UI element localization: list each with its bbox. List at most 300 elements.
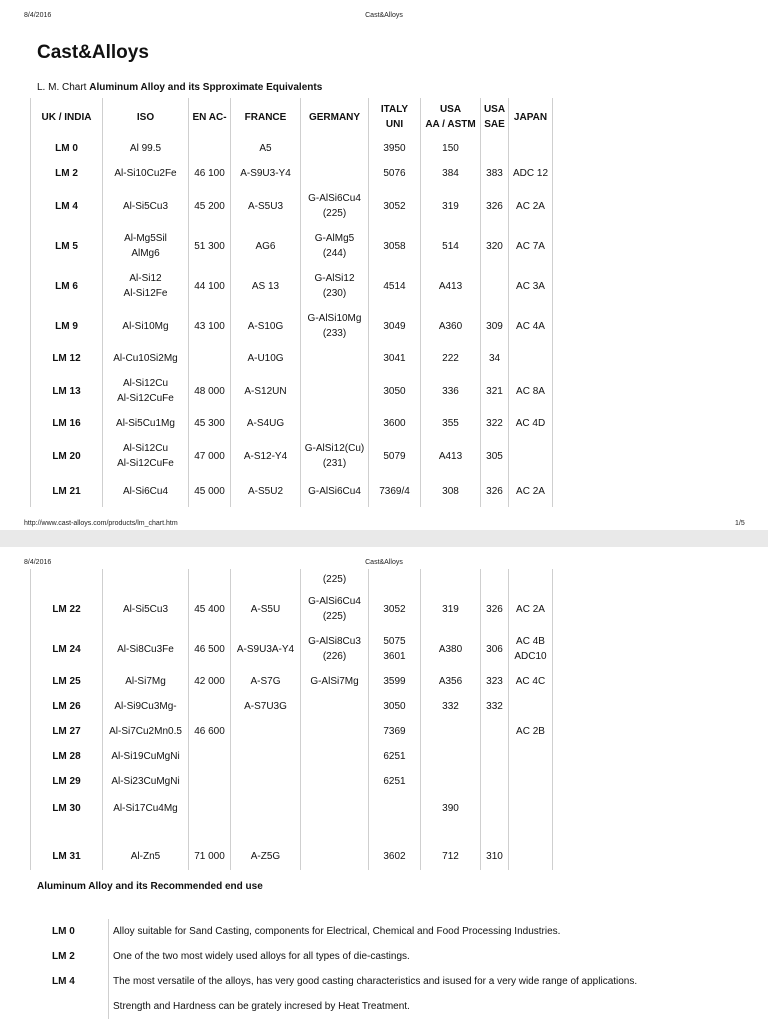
table-row — [31, 161, 553, 186]
cell-japan — [509, 744, 553, 769]
cell-france — [231, 569, 301, 589]
cell-iso-line: Al-Si5Cu3 — [122, 200, 169, 212]
cell-france: A-S9U3-Y4 — [231, 161, 301, 186]
cell-italy-uni — [369, 669, 421, 694]
cell-iso — [103, 629, 189, 669]
cell-usa-aa-astm: 308 — [421, 476, 481, 507]
cell-germany — [301, 161, 369, 186]
cell-iso-line: Al-Si17Cu4Mg — [113, 802, 178, 814]
cell-japan-line: AC 4C — [515, 676, 546, 687]
cell-japan — [509, 822, 553, 870]
cell-japan — [509, 136, 553, 161]
cell-japan-line: ADC10 — [514, 651, 547, 662]
cell-japan-line: ADC 12 — [512, 168, 548, 179]
cell-usa-sae: 321 — [481, 371, 509, 411]
cell-france: A-S12UN — [231, 371, 301, 411]
cell-en-ac: 51 300 — [189, 226, 231, 266]
cell-japan — [509, 569, 553, 589]
cell-france: A-S10G — [231, 306, 301, 346]
cell-germany — [301, 411, 369, 436]
cell-usa-sae — [481, 136, 509, 161]
cell-uk-india: LM 26 — [31, 694, 103, 719]
subtitle-prefix: L. M. Chart — [37, 82, 90, 93]
cell-iso — [103, 744, 189, 769]
cell-iso-line: Al-Si12Cu — [122, 378, 169, 389]
cell-germany — [301, 186, 369, 226]
cell-italy-uni — [369, 794, 421, 822]
footer-page-number: 1/5 — [735, 520, 745, 527]
cell-iso-line: Al-Si12Fe — [123, 288, 168, 299]
cell-germany-line: (225) — [322, 573, 347, 585]
cell-en-ac: 43 100 — [189, 306, 231, 346]
column-header-usa-aa-astm-line: AA / ASTM — [425, 119, 476, 130]
cell-japan-line: AC 4A — [516, 320, 545, 332]
cell-italy-uni — [369, 411, 421, 436]
cell-usa-sae: 326 — [481, 589, 509, 629]
cell-germany — [301, 744, 369, 769]
cell-france: AS 13 — [231, 266, 301, 306]
cell-japan — [509, 769, 553, 794]
cell-italy-uni — [369, 371, 421, 411]
column-header-usa-sae-line: USA — [483, 104, 506, 115]
cell-italy-uni-line: 6251 — [383, 751, 406, 762]
cell-germany — [301, 629, 369, 669]
cell-germany-line: G-AlSi12 — [314, 273, 355, 284]
cell-japan — [509, 794, 553, 822]
cell-japan — [509, 669, 553, 694]
cell-japan — [509, 476, 553, 507]
cell-italy-uni — [369, 822, 421, 870]
cell-italy-uni-line: 3049 — [383, 320, 406, 332]
cell-italy-uni — [369, 161, 421, 186]
end-use-row — [37, 919, 713, 944]
cell-usa-sae: 326 — [481, 186, 509, 226]
cell-en-ac: 47 000 — [189, 436, 231, 476]
cell-iso-line: Al-Si12CuFe — [117, 458, 174, 469]
cell-japan — [509, 306, 553, 346]
cell-germany-line: G-AlSi10Mg — [307, 313, 362, 324]
cell-germany-line: G-AlSi8Cu3 — [308, 636, 361, 647]
cell-italy-uni — [369, 744, 421, 769]
column-header-iso-line: ISO — [136, 111, 155, 123]
cell-italy-uni — [369, 436, 421, 476]
cell-germany-line: (225) — [322, 208, 347, 219]
cell-italy-uni-line: 7369/4 — [379, 486, 410, 497]
cell-japan-line: AC 2A — [516, 486, 545, 497]
cell-germany-line: G-AlSi12(Cu) — [304, 443, 365, 454]
cell-italy-uni — [369, 346, 421, 371]
table-row — [31, 436, 553, 476]
cell-uk-india: LM 27 — [31, 719, 103, 744]
column-header-uk-india-line: UK / INDIA — [41, 111, 92, 123]
end-use-alloy: LM 0 — [52, 926, 75, 937]
cell-germany-line: (233) — [322, 328, 347, 339]
cell-usa-sae: 310 — [481, 822, 509, 870]
cell-japan — [509, 436, 553, 476]
cell-japan-line: AC 4B — [516, 636, 545, 647]
cell-iso — [103, 719, 189, 744]
cell-usa-sae — [481, 794, 509, 822]
cell-france — [231, 769, 301, 794]
end-use-description: One of the two most widely used alloys for all types of die-castings. — [109, 944, 714, 969]
cell-germany — [301, 266, 369, 306]
cell-iso-line: Al-Si7Cu2Mn0.5 — [109, 726, 182, 737]
cell-italy-uni — [369, 186, 421, 226]
cell-uk-india: LM 5 — [31, 226, 103, 266]
cell-italy-uni — [369, 569, 421, 589]
column-header-usa-sae — [481, 98, 509, 136]
cell-usa-aa-astm: 319 — [421, 589, 481, 629]
cell-france: A5 — [231, 136, 301, 161]
cell-france: A-S7U3G — [231, 694, 301, 719]
cell-iso-line: AlMg6 — [131, 248, 160, 259]
table-row — [31, 306, 553, 346]
cell-usa-aa-astm: 332 — [421, 694, 481, 719]
cell-japan — [509, 371, 553, 411]
cell-usa-aa-astm: 222 — [421, 346, 481, 371]
cell-uk-india: LM 4 — [31, 186, 103, 226]
cell-en-ac: 71 000 — [189, 822, 231, 870]
cell-italy-uni — [369, 694, 421, 719]
column-header-uk-india — [31, 98, 103, 136]
end-use-alloy: LM 2 — [52, 951, 75, 962]
column-header-france-line: FRANCE — [244, 111, 287, 123]
chart-subtitle — [37, 82, 322, 93]
cell-iso — [103, 346, 189, 371]
cell-iso — [103, 226, 189, 266]
end-use-description: Strength and Hardness can be grately incresed by Heat Treatment. — [109, 994, 714, 1019]
cell-italy-uni — [369, 266, 421, 306]
cell-italy-uni — [369, 719, 421, 744]
cell-usa-aa-astm — [421, 769, 481, 794]
cell-germany-line: G-AlSi6Cu4 — [308, 596, 361, 607]
cell-iso-line: Al-Si7Mg — [125, 676, 166, 687]
cell-en-ac: 45 400 — [189, 589, 231, 629]
cell-italy-uni-line: 5076 — [383, 168, 406, 179]
cell-iso — [103, 769, 189, 794]
cell-italy-uni-line: 3050 — [383, 701, 406, 712]
cell-italy-uni — [369, 306, 421, 346]
column-header-france — [231, 98, 301, 136]
table-header-row — [31, 98, 553, 136]
cell-en-ac: 45 300 — [189, 411, 231, 436]
cell-usa-aa-astm: A356 — [421, 669, 481, 694]
document-page-2 — [0, 547, 768, 1024]
cell-usa-sae: 332 — [481, 694, 509, 719]
cell-iso-line: Al-Si5Cu1Mg — [116, 418, 175, 429]
cell-italy-uni — [369, 629, 421, 669]
cell-japan — [509, 694, 553, 719]
cell-germany — [301, 719, 369, 744]
cell-germany-line: G-AlSi7Mg — [310, 676, 359, 687]
column-header-japan — [509, 98, 553, 136]
cell-japan — [509, 629, 553, 669]
column-header-japan-line: JAPAN — [513, 111, 548, 123]
table-row — [31, 371, 553, 411]
cell-italy-uni — [369, 589, 421, 629]
cell-germany-line: G-AlMg5 — [314, 233, 355, 244]
table-row — [31, 694, 553, 719]
print-header-title: Cast&Alloys — [365, 559, 403, 566]
table-row — [31, 769, 553, 794]
cell-usa-aa-astm: 390 — [421, 794, 481, 822]
cell-en-ac — [189, 694, 231, 719]
cell-uk-india: LM 22 — [31, 589, 103, 629]
cell-france: A-U10G — [231, 346, 301, 371]
cell-usa-sae: 34 — [481, 346, 509, 371]
footer-url[interactable]: http://www.cast-alloys.com/products/lm_chart.htm — [24, 520, 178, 527]
end-use-section-title: Aluminum Alloy and its Recommended end use — [37, 881, 263, 892]
cell-iso — [103, 436, 189, 476]
cell-en-ac: 44 100 — [189, 266, 231, 306]
end-use-table — [37, 919, 713, 1019]
cell-japan — [509, 266, 553, 306]
end-use-row — [37, 994, 713, 1019]
table-row — [31, 346, 553, 371]
cell-en-ac: 46 600 — [189, 719, 231, 744]
cell-france: A-S5U3 — [231, 186, 301, 226]
cell-usa-aa-astm: 355 — [421, 411, 481, 436]
column-header-italy-uni — [369, 98, 421, 136]
cell-uk-india: LM 29 — [31, 769, 103, 794]
table-row — [31, 822, 553, 870]
cell-iso — [103, 306, 189, 346]
cell-germany-line: (226) — [322, 651, 347, 662]
cell-usa-aa-astm: 712 — [421, 822, 481, 870]
cell-france: A-S5U — [231, 589, 301, 629]
cell-japan-line: AC 4D — [515, 418, 546, 429]
cell-germany — [301, 436, 369, 476]
cell-en-ac: 45 000 — [189, 476, 231, 507]
cell-usa-sae: 326 — [481, 476, 509, 507]
end-use-row — [37, 944, 713, 969]
table-row — [31, 629, 553, 669]
table-row — [31, 476, 553, 507]
cell-italy-uni-line: 6251 — [383, 776, 406, 787]
cell-france — [231, 794, 301, 822]
cell-en-ac — [189, 794, 231, 822]
cell-usa-sae — [481, 569, 509, 589]
equivalents-table — [30, 98, 553, 507]
cell-france: A-S7G — [231, 669, 301, 694]
cell-iso — [103, 411, 189, 436]
print-date: 8/4/2016 — [24, 12, 52, 19]
print-header-title: Cast&Alloys — [365, 12, 403, 19]
cell-italy-uni-line: 3950 — [383, 143, 406, 154]
cell-germany — [301, 822, 369, 870]
cell-japan — [509, 226, 553, 266]
end-use-alloy — [37, 994, 109, 1019]
column-header-germany — [301, 98, 369, 136]
cell-japan — [509, 161, 553, 186]
cell-japan — [509, 411, 553, 436]
cell-italy-uni — [369, 136, 421, 161]
cell-iso — [103, 266, 189, 306]
cell-iso — [103, 161, 189, 186]
cell-italy-uni-line: 5075 — [383, 636, 406, 647]
cell-japan — [509, 719, 553, 744]
cell-japan-line: AC 2A — [516, 200, 545, 212]
cell-uk-india: LM 2 — [31, 161, 103, 186]
cell-italy-uni-line: 4514 — [383, 280, 406, 292]
cell-italy-uni-line: 7369 — [383, 726, 406, 737]
cell-uk-india: LM 21 — [31, 476, 103, 507]
cell-en-ac — [189, 569, 231, 589]
cell-italy-uni-line: 5079 — [383, 450, 406, 462]
cell-uk-india: LM 30 — [31, 794, 103, 822]
cell-uk-india: LM 28 — [31, 744, 103, 769]
cell-uk-india: LM 0 — [31, 136, 103, 161]
cell-usa-sae: 309 — [481, 306, 509, 346]
cell-en-ac: 46 100 — [189, 161, 231, 186]
cell-en-ac: 45 200 — [189, 186, 231, 226]
cell-iso-line: Al 99.5 — [129, 143, 162, 154]
cell-italy-uni-line: 3601 — [383, 651, 406, 662]
cell-germany — [301, 669, 369, 694]
cell-iso — [103, 694, 189, 719]
cell-en-ac: 48 000 — [189, 371, 231, 411]
cell-iso-line: Al-Mg5Sil — [124, 233, 167, 244]
cell-france: A-S4UG — [231, 411, 301, 436]
cell-japan-line: AC 3A — [516, 280, 545, 292]
cell-uk-india: LM 31 — [31, 822, 103, 870]
cell-en-ac — [189, 769, 231, 794]
print-date: 8/4/2016 — [24, 559, 52, 566]
cell-france — [231, 719, 301, 744]
cell-italy-uni — [369, 769, 421, 794]
cell-en-ac — [189, 744, 231, 769]
cell-germany — [301, 306, 369, 346]
cell-usa-sae — [481, 744, 509, 769]
cell-uk-india: LM 9 — [31, 306, 103, 346]
cell-italy-uni-line: 3052 — [383, 603, 406, 615]
cell-usa-sae: 323 — [481, 669, 509, 694]
cell-france: AG6 — [231, 226, 301, 266]
cell-usa-aa-astm: 384 — [421, 161, 481, 186]
cell-germany — [301, 371, 369, 411]
cell-germany — [301, 476, 369, 507]
cell-usa-sae — [481, 266, 509, 306]
column-header-usa-sae-line: SAE — [484, 119, 505, 130]
cell-usa-aa-astm — [421, 569, 481, 589]
cell-uk-india — [31, 569, 103, 589]
cell-italy-uni-line: 3050 — [383, 385, 406, 397]
table-row — [31, 669, 553, 694]
end-use-alloy: LM 4 — [52, 976, 75, 987]
cell-germany-line: (230) — [322, 288, 347, 299]
table-row — [31, 794, 553, 822]
cell-iso — [103, 794, 189, 822]
cell-iso-line: Al-Si10Mg — [122, 320, 169, 332]
cell-italy-uni-line: 3041 — [383, 353, 406, 364]
cell-usa-sae: 320 — [481, 226, 509, 266]
cell-iso-line: Al-Si12 — [129, 273, 162, 284]
cell-iso — [103, 569, 189, 589]
cell-uk-india: LM 12 — [31, 346, 103, 371]
cell-uk-india: LM 20 — [31, 436, 103, 476]
cell-iso-line: Al-Si10Cu2Fe — [114, 168, 177, 179]
cell-usa-aa-astm: A413 — [421, 436, 481, 476]
cell-germany — [301, 694, 369, 719]
cell-usa-aa-astm: 150 — [421, 136, 481, 161]
cell-france: A-S9U3A-Y4 — [231, 629, 301, 669]
cell-japan — [509, 589, 553, 629]
cell-usa-aa-astm — [421, 719, 481, 744]
cell-germany — [301, 226, 369, 266]
cell-iso-line: Al-Si23CuMgNi — [111, 776, 180, 787]
cell-italy-uni — [369, 476, 421, 507]
table-row — [31, 589, 553, 629]
cell-france: A-Z5G — [231, 822, 301, 870]
cell-usa-sae — [481, 769, 509, 794]
cell-france — [231, 744, 301, 769]
end-use-description: The most versatile of the alloys, has very good casting characteristics and isused for a very wide range of applications. — [109, 969, 714, 994]
cell-iso-line: Al-Si8Cu3Fe — [117, 643, 174, 655]
cell-iso-line: Al-Si5Cu3 — [122, 603, 169, 615]
cell-iso — [103, 371, 189, 411]
cell-iso-line: Al-Si19CuMgNi — [111, 751, 180, 762]
cell-france: A-S12-Y4 — [231, 436, 301, 476]
cell-germany — [301, 136, 369, 161]
cell-usa-sae: 383 — [481, 161, 509, 186]
cell-en-ac — [189, 136, 231, 161]
cell-iso — [103, 476, 189, 507]
column-header-germany-line: GERMANY — [308, 111, 361, 123]
cell-usa-aa-astm — [421, 744, 481, 769]
cell-usa-sae — [481, 719, 509, 744]
cell-iso — [103, 589, 189, 629]
column-header-en-ac-line: EN AC- — [192, 111, 227, 123]
cell-iso — [103, 822, 189, 870]
cell-en-ac: 42 000 — [189, 669, 231, 694]
cell-france: A-S5U2 — [231, 476, 301, 507]
column-header-usa-aa-astm — [421, 98, 481, 136]
cell-iso — [103, 186, 189, 226]
cell-iso-line: Al-Si12Cu — [122, 443, 169, 454]
cell-italy-uni-line: 3052 — [383, 200, 406, 212]
cell-italy-uni-line: 3599 — [383, 676, 406, 687]
cell-italy-uni-line: 3602 — [383, 851, 406, 862]
cell-usa-aa-astm: A413 — [421, 266, 481, 306]
cell-germany — [301, 569, 369, 589]
cell-iso-line: Al-Zn5 — [130, 851, 161, 862]
table-row — [31, 719, 553, 744]
page-title: Cast&Alloys — [37, 42, 149, 63]
cell-iso-line: Al-Si6Cu4 — [122, 486, 169, 497]
column-header-usa-aa-astm-line: USA — [439, 104, 462, 115]
cell-usa-sae: 305 — [481, 436, 509, 476]
cell-germany — [301, 769, 369, 794]
cell-iso-line: Al-Si12CuFe — [117, 393, 174, 404]
column-header-iso — [103, 98, 189, 136]
cell-germany-line: G-AlSi6Cu4 — [308, 486, 361, 497]
cell-usa-sae: 322 — [481, 411, 509, 436]
equivalents-table-continued — [30, 569, 553, 870]
cell-uk-india: LM 13 — [31, 371, 103, 411]
cell-japan — [509, 346, 553, 371]
end-use-description: Alloy suitable for Sand Casting, components for Electrical, Chemical and Food Processing Industries. — [109, 919, 714, 944]
table-row — [31, 411, 553, 436]
cell-germany-line: (244) — [322, 248, 347, 259]
cell-uk-india: LM 24 — [31, 629, 103, 669]
table-row — [31, 186, 553, 226]
cell-germany-line: (225) — [322, 611, 347, 622]
cell-italy-uni-line: 3600 — [383, 418, 406, 429]
cell-usa-aa-astm: 319 — [421, 186, 481, 226]
cell-uk-india: LM 6 — [31, 266, 103, 306]
end-use-row — [37, 969, 713, 994]
column-header-en-ac — [189, 98, 231, 136]
